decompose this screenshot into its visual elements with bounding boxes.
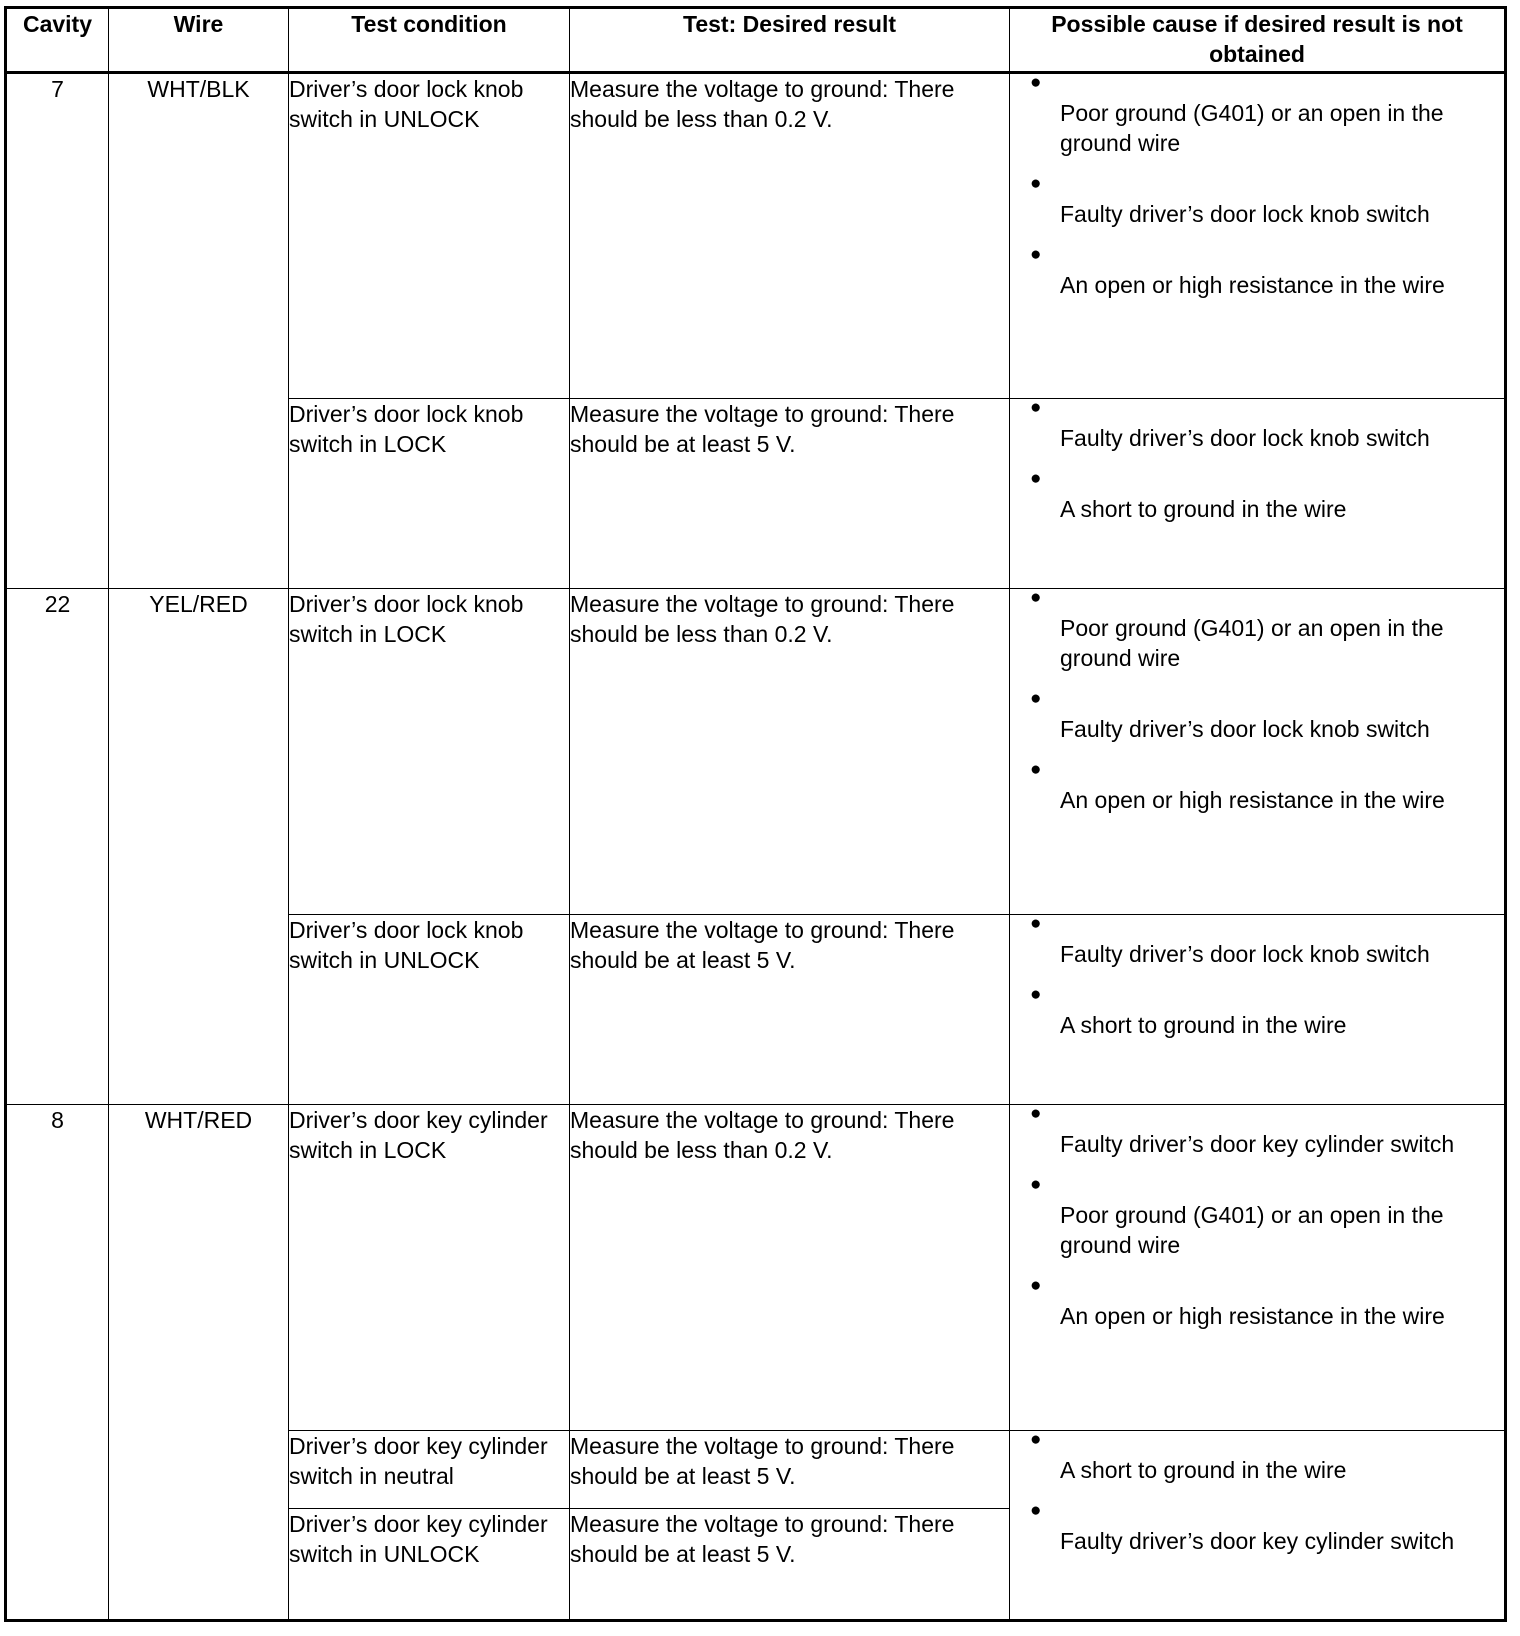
- cause-cell: [1010, 915, 1506, 1105]
- cause-item: ● Faulty driver’s door lock knob switch: [1060, 690, 1496, 744]
- cause-cell: [1010, 589, 1506, 915]
- header-wire: Wire: [109, 8, 289, 73]
- result-cell: Measure the voltage to ground: There should be at least 5 V.: [570, 1431, 1010, 1509]
- header-test-condition: Test condition: [289, 8, 570, 73]
- cause-item: ● Faulty driver’s door lock knob switch: [1060, 175, 1496, 229]
- header-desired-result: Test: Desired result: [570, 8, 1010, 73]
- cause-item: ● A short to ground in the wire: [1060, 986, 1496, 1040]
- cause-item: ● Faulty driver’s door lock knob switch: [1060, 399, 1496, 453]
- cause-list: [1010, 915, 1504, 1040]
- cause-item: ● An open or high resistance in the wire: [1060, 1277, 1496, 1331]
- result-cell: Measure the voltage to ground: There should be at least 5 V.: [570, 915, 1010, 1105]
- cause-item: ● Faulty driver’s door key cylinder switch: [1060, 1502, 1496, 1556]
- cavity-cell: 8: [6, 1105, 109, 1621]
- cause-item: ● A short to ground in the wire: [1060, 1431, 1496, 1485]
- table-row: [6, 73, 1506, 399]
- wire-cell: WHT/RED: [109, 1105, 289, 1621]
- condition-cell: Driver’s door lock knob switch in LOCK: [289, 589, 570, 915]
- cavity-cell: 22: [6, 589, 109, 1105]
- cause-cell: [1010, 1105, 1506, 1431]
- condition-cell: Driver’s door key cylinder switch in neutral: [289, 1431, 570, 1509]
- cause-item: ● Faulty driver’s door lock knob switch: [1060, 915, 1496, 969]
- result-cell: Measure the voltage to ground: There should be less than 0.2 V.: [570, 1105, 1010, 1431]
- result-cell: Measure the voltage to ground: There should be less than 0.2 V.: [570, 589, 1010, 915]
- cause-item: ● A short to ground in the wire: [1060, 470, 1496, 524]
- cause-item: ● Faulty driver’s door key cylinder switch: [1060, 1105, 1496, 1159]
- cause-cell: [1010, 399, 1506, 589]
- header-possible-cause: Possible cause if desired result is not obtained: [1010, 8, 1506, 73]
- condition-cell: Driver’s door lock knob switch in UNLOCK: [289, 73, 570, 399]
- condition-cell: Driver’s door key cylinder switch in UNLOCK: [289, 1509, 570, 1621]
- table-row: [6, 1105, 1506, 1431]
- cause-item: ● Poor ground (G401) or an open in the ground wire: [1060, 1176, 1496, 1260]
- cause-cell: [1010, 73, 1506, 399]
- cause-list: [1010, 1431, 1504, 1556]
- cavity-cell: 7: [6, 73, 109, 589]
- cause-list: [1010, 399, 1504, 524]
- condition-cell: Driver’s door key cylinder switch in LOCK: [289, 1105, 570, 1431]
- diagnostic-table: [4, 6, 1507, 1622]
- cause-list: [1010, 74, 1504, 300]
- header-row: [6, 8, 1506, 73]
- header-cavity: Cavity: [6, 8, 109, 73]
- table-row: [6, 589, 1506, 915]
- cause-item: ● Poor ground (G401) or an open in the ground wire: [1060, 74, 1496, 158]
- cause-item: ● An open or high resistance in the wire: [1060, 761, 1496, 815]
- condition-cell: Driver’s door lock knob switch in UNLOCK: [289, 915, 570, 1105]
- result-cell: Measure the voltage to ground: There should be less than 0.2 V.: [570, 73, 1010, 399]
- cause-cell: [1010, 1431, 1506, 1621]
- condition-cell: Driver’s door lock knob switch in LOCK: [289, 399, 570, 589]
- result-cell: Measure the voltage to ground: There should be at least 5 V.: [570, 1509, 1010, 1621]
- cause-item: ● An open or high resistance in the wire: [1060, 246, 1496, 300]
- result-cell: Measure the voltage to ground: There should be at least 5 V.: [570, 399, 1010, 589]
- wire-cell: WHT/BLK: [109, 73, 289, 589]
- cause-list: [1010, 589, 1504, 815]
- cause-item: ● Poor ground (G401) or an open in the ground wire: [1060, 589, 1496, 673]
- cause-list: [1010, 1105, 1504, 1331]
- wire-cell: YEL/RED: [109, 589, 289, 1105]
